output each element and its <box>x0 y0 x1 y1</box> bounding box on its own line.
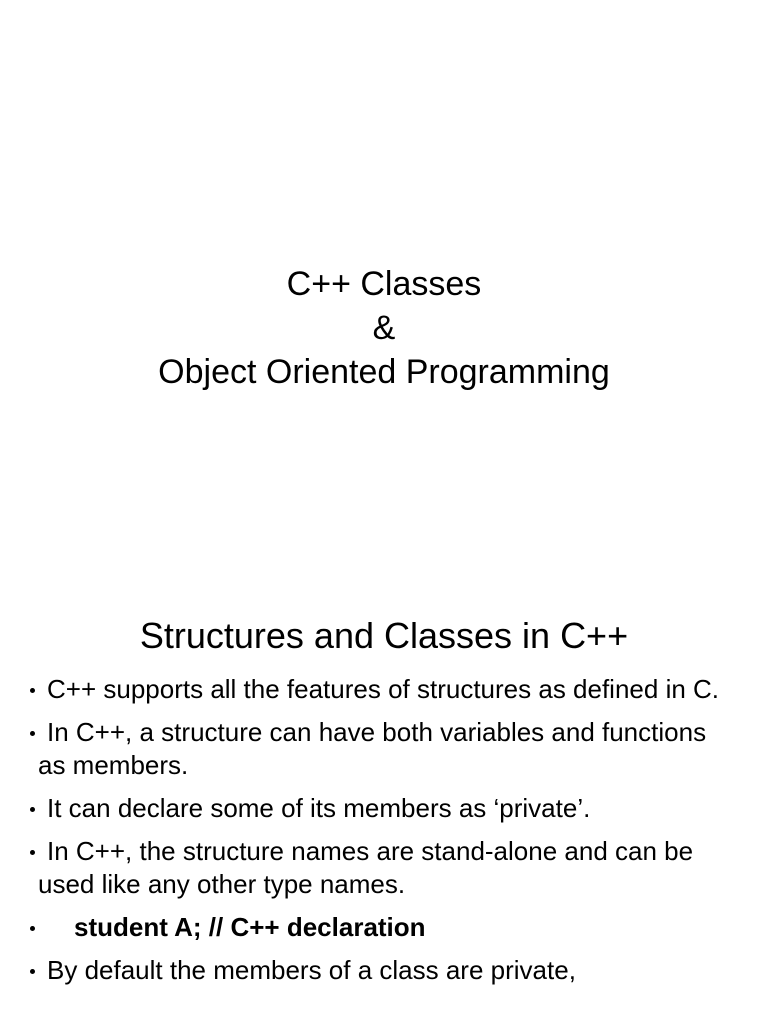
title-line-2: & <box>372 309 396 347</box>
bullet-dot-icon <box>30 688 35 693</box>
bullet-text: In C++, the structure names are stand-alone and can be used like any other type names. <box>38 836 694 899</box>
bullet-text: In C++, a structure can have both variables and functions as members. <box>38 717 707 780</box>
bullet-text: By default the members of a class are private, <box>47 955 576 985</box>
bullet-item-code <box>0 911 738 944</box>
bullet-dot-icon <box>30 926 35 931</box>
title-line-1: C++ Classes <box>286 265 482 303</box>
bullet-item <box>0 716 738 782</box>
slide-structures-classes <box>0 580 768 1024</box>
code-example: student A; // C++ declaration <box>74 912 426 942</box>
slide2-title: Structures and Classes in C++ <box>139 615 629 656</box>
bullet-list <box>0 673 768 997</box>
bullet-item <box>0 954 738 987</box>
bullet-dot-icon <box>30 850 35 855</box>
bullet-dot-icon <box>30 731 35 736</box>
bullet-dot-icon <box>30 807 35 812</box>
bullet-item <box>0 835 738 901</box>
bullet-item <box>0 792 738 825</box>
bullet-item <box>0 673 738 706</box>
bullet-dot-icon <box>30 969 35 974</box>
bullet-text: It can declare some of its members as ‘private’. <box>47 793 591 823</box>
slide-title-heading <box>0 262 768 394</box>
bullet-text: C++ supports all the features of structures as defined in C. <box>47 674 720 704</box>
title-line-3: Object Oriented Programming <box>158 353 610 391</box>
